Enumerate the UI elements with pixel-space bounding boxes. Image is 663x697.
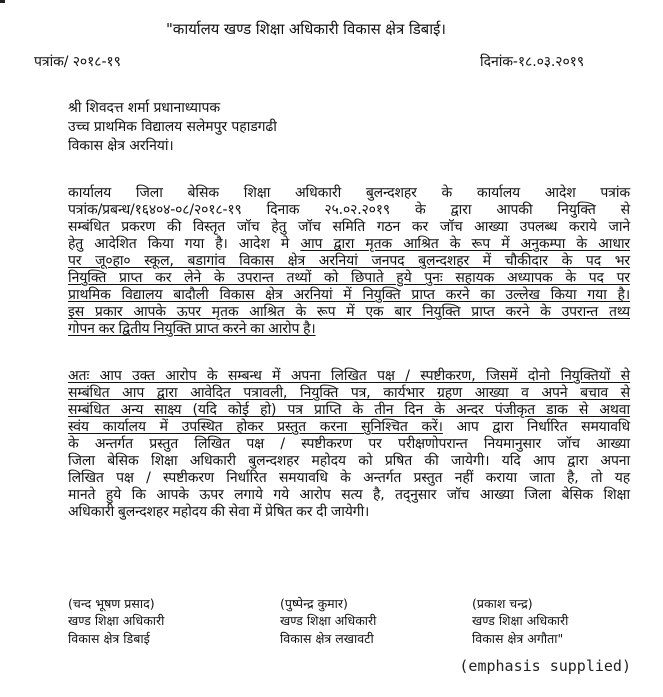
- plain-text: आप द्वारा निर्धारित समयावधि: [442, 419, 631, 435]
- paragraph-line: लिखित पक्ष / स्पष्टीकरण निर्धारित समयावधि के अन्तर्गत प्रस्तुत नहीं कराया जाता है, तो यह: [68, 470, 630, 486]
- emphasized-line: अतः आप उक्त आरोप के सम्बन्ध में अपना लिखित पक्ष / स्पष्टीकरण, जिसमें दोनो नियुक्तियों से: [68, 368, 630, 384]
- page-edge-mark: [0, 0, 5, 3]
- emphasized-line: नियुक्ति प्राप्त कर लेने के उपरान्त तथ्यों को छिपाते हुये पुनः सहायक अध्यापक के पद पर: [68, 270, 630, 286]
- paragraph-line: [68, 236, 630, 253]
- paragraph-line: कार्यालय जिला बेसिक शिक्षा अधिकारी बुलन्दशहर के कार्यालय आदेश पत्रांक: [68, 185, 630, 201]
- emphasized-text: आप द्वारा मृतक आश्रित के रूप में अनुकम्पा के आधार: [300, 236, 630, 252]
- paragraph-line: जिला बेसिक शिक्षा अधिकारी बुलन्दशहर महोदय को प्रषित की जायेगी। यदि आप द्वारा अपना: [68, 453, 630, 469]
- paragraph-line: के अन्तर्गत प्रस्तुत लिखित पक्ष / स्पष्टीकरण पर परीक्षणोपरान्त नियमानुसार जॉच आख्या: [68, 436, 630, 452]
- plain-text: हेतु आदेशित किया गया है। आदेश मे: [68, 236, 301, 252]
- addressee-line: उच्च प्राथमिक विद्यालय सलेमपुर पहाडगढी: [68, 119, 277, 135]
- paragraph-line: अधिकारी बुलन्दशहर महोदय की सेवा में प्रेषित कर दी जायेगी।: [68, 504, 370, 520]
- emphasis-note: (emphasis supplied): [459, 657, 631, 675]
- emphasized-line: पर जू०हा० स्कूल, बडागांव विकास क्षेत्र अरनियां जनपद बुलन्दशहर में चौकीदार के पद भर: [68, 253, 630, 269]
- signatory-name: (प्रकाश चन्द्र): [472, 596, 533, 611]
- paragraph-line: पत्रांक/प्रबन्ध/१६४०४-०८/२०१८-१९ दिनाक २५.०२.२०१९ के द्वारा आपकी नियुक्ति से: [68, 202, 630, 218]
- signatory-area: विकास क्षेत्र अगौता": [472, 631, 564, 646]
- emphasized-line: इस प्रकार आपके ऊपर मृतक आश्रित के रूप में एक बार नियुक्ति प्राप्त करने के उपरान्त तथ्य: [68, 304, 630, 320]
- paragraph-line: मानते हुये कि आपके ऊपर लगाये गये आरोप सत्य है, तद्नुसार जॉच आख्या जिला बेसिक शिक्षा: [68, 487, 630, 503]
- signatory-name: (पुष्पेन्द्र कुमार): [280, 596, 348, 611]
- emphasized-line: सम्बंधित आप द्वारा आवेदित पत्रावली, नियुक्ति पत्र, कार्यभार ग्रहण आख्या व अपने बचाव से: [68, 385, 630, 401]
- paragraph-line: [68, 419, 630, 436]
- office-header: "कार्यालय खण्ड शिक्षा अधिकारी विकास क्षेत्र डिबाई।: [166, 20, 446, 38]
- addressee-line: श्री शिवदत्त शर्मा प्रधानाध्यापक: [68, 100, 221, 116]
- signatory-area: विकास क्षेत्र लखावटी: [280, 631, 374, 646]
- addressee-line: विकास क्षेत्र अरनियां।: [68, 138, 174, 154]
- emphasized-line: गोपन कर द्वितीय नियुक्ति प्राप्त करने का आरोप है।: [68, 321, 316, 337]
- signatory-designation: खण्ड शिक्षा अधिकारी: [68, 613, 165, 628]
- signatory-designation: खण्ड शिक्षा अधिकारी: [472, 613, 569, 628]
- reference-number: पत्रांक/ २०१८-१९: [34, 54, 121, 70]
- paragraph-line: सम्बंधित प्रकरण की विस्तृत जॉच हेतु जॉच समिति गठन कर जॉच आख्या उपलब्ध कराये जाने: [68, 219, 630, 235]
- signatory-designation: खण्ड शिक्षा अधिकारी: [280, 613, 377, 628]
- letter-date: दिनांक-१८.०३.२०१९: [480, 54, 584, 70]
- emphasized-line: सम्बंधित अन्य साक्ष्य (यदि कोई हो) पत्र प्राप्ति के तीन दिन के अन्दर पंजीकृत डाक से अथवा: [68, 402, 630, 418]
- emphasized-line: प्राथमिक विद्यालय बादौली विकास क्षेत्र अरनियां में नियुक्ति प्राप्त करने का उल्लेख किया गया है।: [68, 287, 630, 303]
- signatory-name: (चन्द भूषण प्रसाद): [68, 596, 155, 611]
- signatory-area: विकास क्षेत्र डिबाई: [68, 631, 150, 646]
- emphasized-text: स्वंय कार्यालय में उपस्थित होकर प्रस्तुत करना सुनिश्चित करें।: [68, 419, 443, 435]
